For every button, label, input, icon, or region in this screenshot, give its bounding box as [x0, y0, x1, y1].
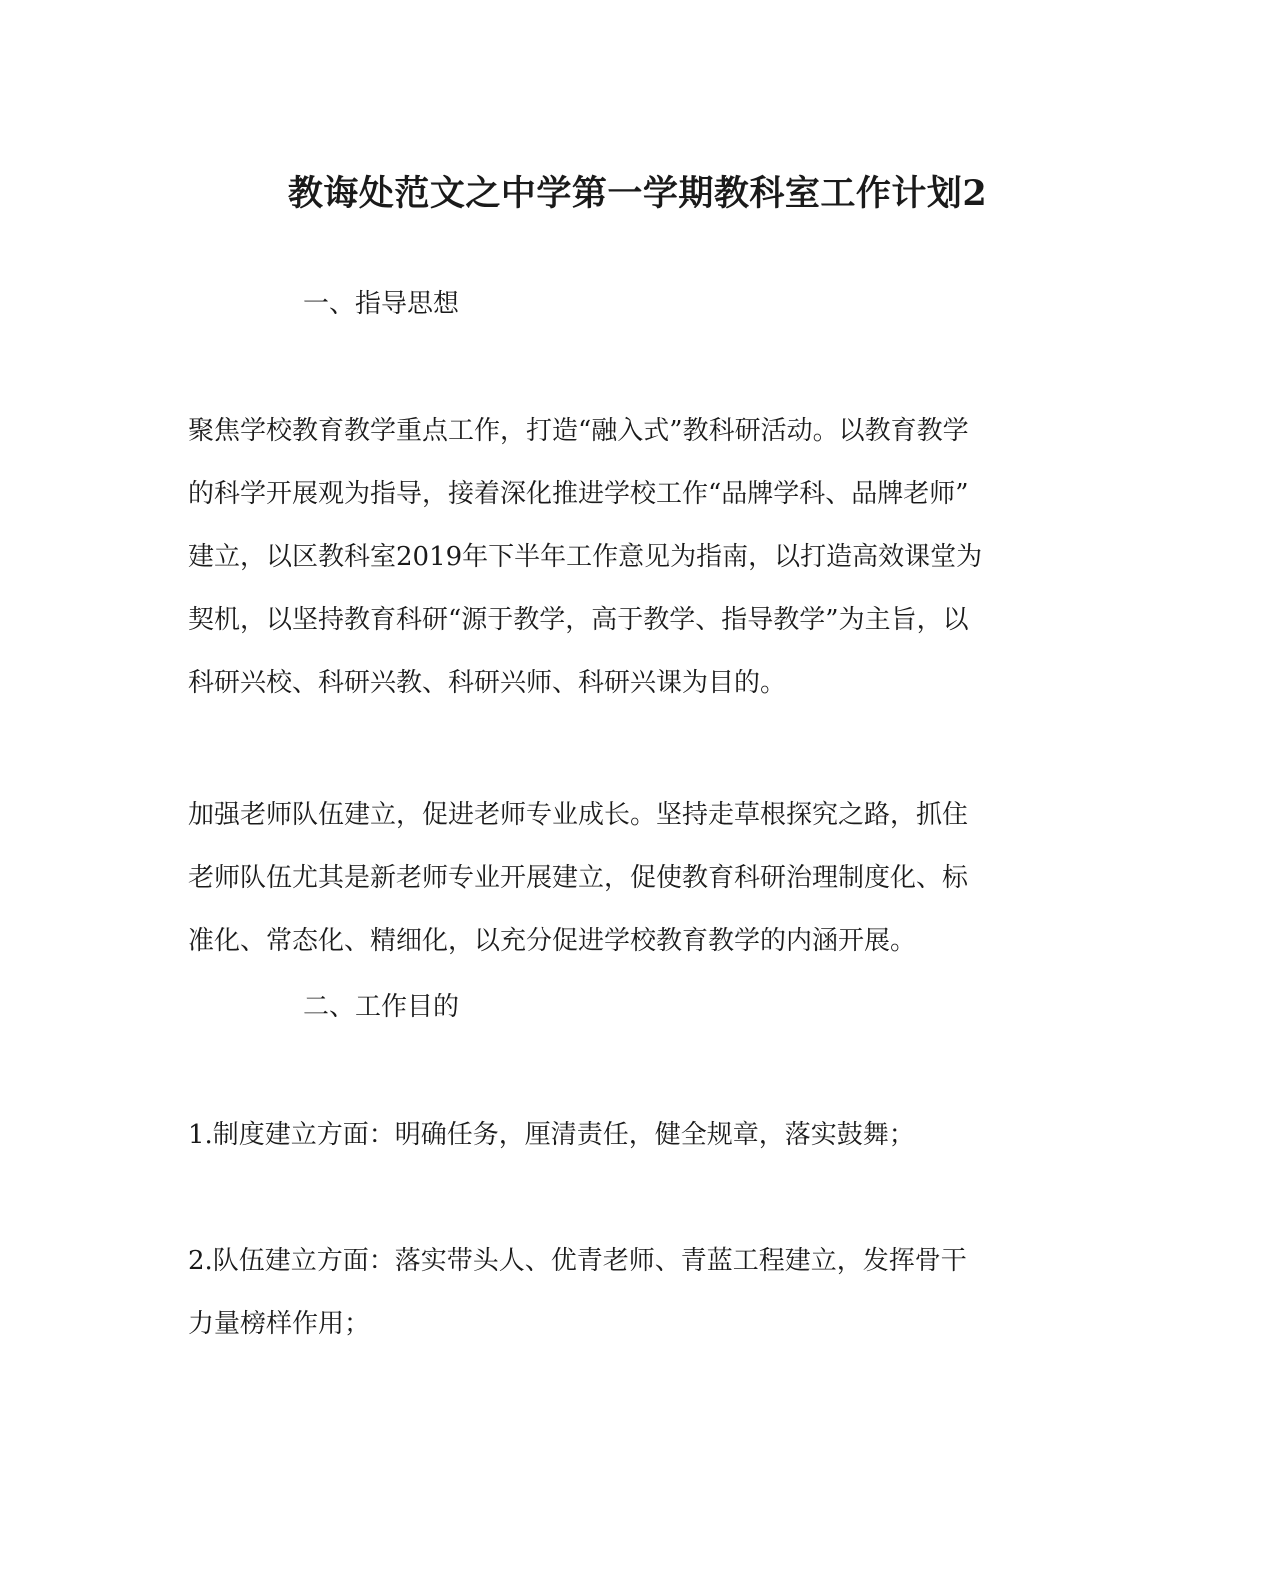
paragraph-line: 力量榜样作用；: [188, 1309, 371, 1339]
paragraph-line: 建立，以区教科室2019年下半年工作意见为指南，以打造高效课堂为: [188, 542, 983, 572]
paragraph-line: 2.队伍建立方面：落实带头人、优青老师、青蓝工程建立，发挥骨干: [188, 1246, 967, 1276]
list-item-team-building: [188, 1230, 1058, 1356]
paragraph-guiding-ideology: [188, 400, 1058, 715]
section-heading-work-goals: 二、工作目的: [303, 992, 460, 1022]
paragraph-line: 准化、常态化、精细化，以充分促进学校教育教学的内涵开展。: [188, 926, 917, 956]
paragraph-line: 加强老师队伍建立，促进老师专业成长。坚持走草根探究之路，抓住: [188, 800, 969, 830]
list-item-system-building: [188, 1104, 1058, 1167]
paragraph-line: 契机，以坚持教育科研“源于教学，高于教学、指导教学”为主旨，以: [188, 605, 969, 635]
paragraph-line: 1.制度建立方面：明确任务，厘清责任，健全规章，落实鼓舞；: [188, 1120, 915, 1150]
section-heading-guiding-ideology: 一、指导思想: [303, 289, 460, 319]
paragraph-line: 老师队伍尤其是新老师专业开展建立，促使教育科研治理制度化、标: [188, 863, 969, 893]
paragraph-line: 科研兴校、科研兴教、科研兴师、科研兴课为目的。: [188, 668, 787, 698]
paragraph-line: 的科学开展观为指导，接着深化推进学校工作“品牌学科、品牌老师”: [188, 479, 969, 509]
paragraph-teacher-development: [188, 784, 1058, 973]
document-title: 教诲处范文之中学第一学期教科室工作计划2: [287, 173, 988, 214]
paragraph-line: 聚焦学校教育教学重点工作，打造“融入式”教科研活动。以教育教学: [188, 416, 969, 446]
